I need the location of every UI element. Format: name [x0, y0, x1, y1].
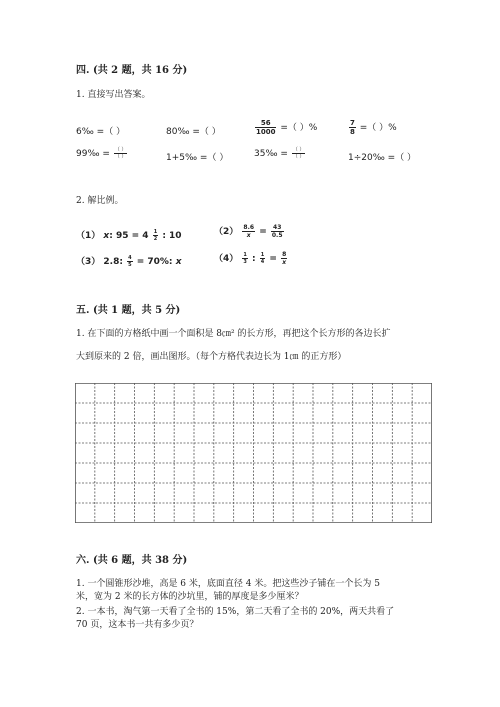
section-4-heading: 四. (共 2 题，共 16 分) — [76, 65, 188, 76]
fraction: $\frac{1}{4}$ — [260, 252, 265, 265]
answer-item-8: 1÷20‰ =（ ） — [348, 153, 417, 163]
answer-item-6: 1+5‰ =（ ） — [166, 153, 229, 163]
section-5-heading: 五. (共 1 题，共 5 分) — [76, 305, 181, 316]
answer-item-5: 99‰ = $\frac{( )}{( )}$ — [76, 147, 127, 160]
answer-item-2: 80‰ =（ ） — [166, 127, 221, 137]
fraction: $\frac{43}{0.5}$ — [271, 224, 283, 239]
square-grid[interactable] — [75, 383, 432, 523]
problem-2-line-1: 2. 一本书，淘气第一天看了全书的 15%，第二天看了全书的 20%，两天共看了 — [76, 607, 395, 617]
grid-question-line-2: 大到原来的 2 倍，画出图形。（每个方格代表边长为 1㎝ 的正方形） — [76, 352, 347, 362]
fraction: $\frac{( )}{( )}$ — [114, 147, 127, 160]
fraction: $\frac{4}{5}$ — [128, 255, 132, 268]
fraction: $\frac{8.6}{x}$ — [243, 224, 255, 239]
problem-2-line-2: 70 页，这本书一共有多少页？ — [76, 620, 199, 630]
problem-1-line-1: 1. 一个圆锥形沙堆，高是 6 米，底面直径 4 米。把这些沙子铺在一个长为 5 — [76, 579, 380, 589]
fraction: $\frac{1}{3}$ — [243, 252, 247, 265]
question-1-title: 1. 直接写出答案。 — [76, 90, 151, 100]
grid-question-line-1: 1. 在下面的方格纸中画一个面积是 8㎝² 的长方形，再把这个长方形的各边长扩 — [76, 329, 391, 339]
problem-1-line-2: 米，宽为 2 米的长方体的沙坑里，铺的厚度是多少厘米？ — [76, 592, 304, 602]
fraction: $\frac{8}{x}$ — [282, 251, 287, 266]
fraction: $\frac{56}{1000}$ — [256, 119, 276, 136]
fraction: $\frac{( )}{( )}$ — [292, 147, 305, 160]
proportion-4: （4） $\frac{1}{3}$ : $\frac{1}{4}$ = $\frac{8}{x}$ — [214, 251, 287, 266]
fraction: $\frac{7}{8}$ — [350, 119, 355, 136]
answer-item-1: 6‰ =（ ） — [76, 127, 126, 137]
question-2-title: 2. 解比例。 — [76, 196, 124, 206]
proportion-1: （1） x: 95 = 4 $\frac{1}{2}$ : 10 — [76, 229, 182, 242]
answer-item-3: $\frac{56}{1000}$ =（ ）% — [256, 119, 318, 136]
section-6-heading: 六. (共 6 题，共 38 分) — [76, 555, 188, 566]
fraction: $\frac{1}{2}$ — [153, 229, 158, 242]
proportion-2: （2） $\frac{8.6}{x}$ = $\frac{43}{0.5}$ — [214, 224, 283, 239]
answer-item-7: 35‰ = $\frac{( )}{( )}$ — [254, 147, 305, 160]
answer-item-4: $\frac{7}{8}$ =（ ）% — [350, 119, 397, 136]
proportion-3: （3） 2.8: $\frac{4}{5}$ = 70%: x — [76, 255, 182, 268]
